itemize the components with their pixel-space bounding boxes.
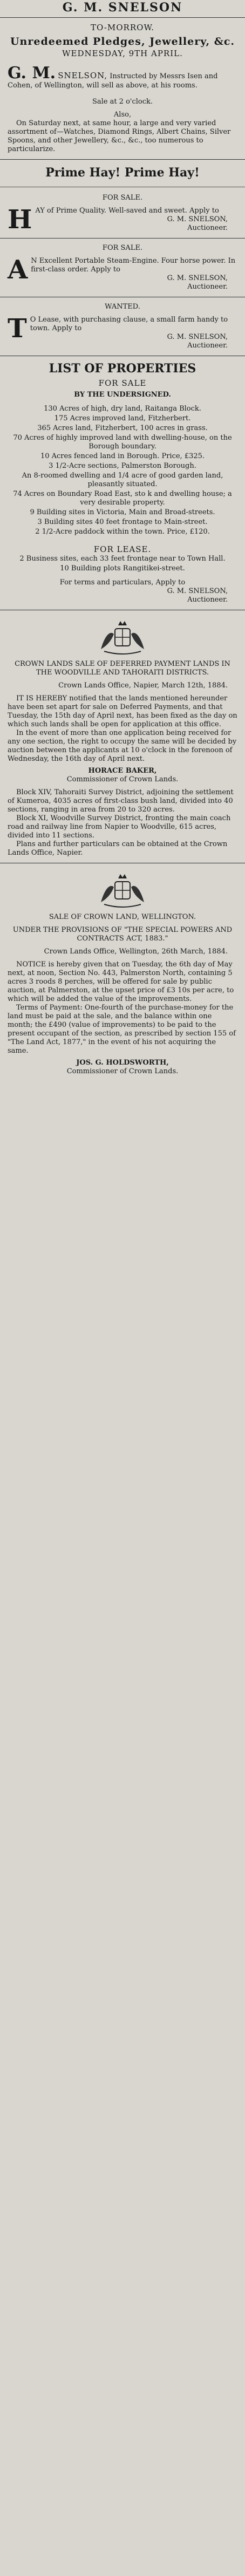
sale-time: Sale at 2 o'clock. [92, 98, 153, 106]
signature-title: Auctioneer. [187, 224, 228, 232]
engine-body: N Excellent Portable Steam-Engine. Four horse power. In first-class order. Apply to [31, 257, 236, 274]
block-description-1: Block XIV, Tahoraiti Survey District, adjoining the settlement of Kumeroa, 4035 acres of first-class bush land, divided into 40 sections, ranging in area from 20 to 320 acres. [8, 788, 234, 814]
list-item: 9 Building sites in Victoria, Main and Broad-streets. [30, 508, 215, 516]
list-item: 3 Building sites 40 feet frontage to Main-street. [37, 518, 208, 526]
crown-sale-title-1: CROWN LANDS SALE OF DEFERRED PAYMENT LANDS IN THE WOODVILLE AND TAHORAITI DISTRICTS. [15, 660, 230, 677]
wanted-title: WANTED. [105, 303, 140, 311]
royal-coat-of-arms-icon [85, 618, 160, 656]
signature-title: Auctioneer. [187, 283, 228, 291]
prime-hay-headline: Prime Hay! Prime Hay! [45, 166, 200, 180]
crown-office-date: Crown Lands Office, Napier, March 12th, 1884. [58, 682, 228, 690]
auctioneer-surname: SNELSON, [58, 71, 108, 80]
hay-body: AY of Prime Quality. Well-saved and sweet. Apply to [35, 207, 219, 215]
dropcap: A [8, 255, 28, 285]
wanted-body: O Lease, with purchasing clause, a small farm handy to town. Apply to [30, 316, 228, 332]
signature-name: G. M. SNELSON, [167, 274, 228, 282]
act-reference: UNDER THE PROVISIONS OF "THE SPECIAL POWERS AND CONTRACTS ACT, 1883." [12, 926, 233, 943]
advert-header-title: G. M. SNELSON [62, 1, 183, 15]
crown-notice-body-1: NOTICE is hereby given that on Tuesday, the 6th day of May next, at noon, Section No. 443, Palmerston North, containing 5 acres 3 roods 8 perches, will be offered for sale by public auction, at Palmerston, at the upset price of £3 10s per acre, to which will be added the value of the improvements. [8, 960, 234, 1003]
crown-sale-title-2: SALE OF CROWN LAND, WELLINGTON. [49, 913, 196, 921]
signature-name: G. M. SNELSON, [167, 587, 228, 595]
signature-title: Commissioner of Crown Lands. [66, 1067, 179, 1075]
dropcap: T [8, 314, 27, 344]
list-item: 365 Acres land, Fitzherbert, 100 acres in grass. [37, 424, 208, 432]
crown-notice-body-2: In the event of more than one application being received for any one section, the right to occupy the same will be decided by auction between the applicants at 10 o'clock in the forenoon of Wednesday, the 16th day of April next. [8, 729, 237, 763]
list-item: 175 Acres improved land, Fitzherbert. [54, 414, 191, 422]
sale-notice-1 [8, 65, 237, 90]
signature-title: Auctioneer. [187, 342, 228, 350]
crown-office-date: Crown Lands Office, Wellington, 26th March, 1884. [44, 948, 228, 956]
also-body: On Saturday next, at same hour, a large and very varied assortment of—Watches, Diamond Rings, Albert Chains, Silver Spoons, and other Jewellery, &c., &c., too numerous to particularize. [8, 119, 231, 153]
list-item: 70 Acres of highly improved land with dwelling-house, on the Borough boundary. [13, 434, 232, 451]
block-description-2: Block XI, Woodville Survey District, fronting the main coach road and railway line from Napier to Woodville, 615 acres, divided into 11 sections. [8, 814, 231, 840]
list-item: 130 Acres of high, dry land, Raitanga Block. [44, 405, 201, 413]
crown-notice-body-2: Terms of Payment: One-fourth of the purchase-money for the land must be paid at the sale, and the balance within one month; the £490 (value of improvements) to be paid to the present occupant of the section, as prescribed by section 155 of "The Land Act, 1877," in the event of his not acquiring the same. [8, 1004, 236, 1055]
signature-name: G. M. SNELSON, [167, 333, 228, 341]
list-item: An 8-roomed dwelling and 1/4 acre of good garden land, pleasantly situated. [22, 472, 223, 488]
list-item: 2 1/2-Acre paddock within the town. Price, £120. [35, 528, 210, 536]
crown-notice-body-1: IT IS HEREBY notified that the lands mentioned hereunder have been set apart for sale on Deferred Payments, and that Tuesday, the 15th day of April next, has been fixed as the day on which such lands shall be open for application at this office. [8, 694, 237, 728]
also-label: Also, [113, 111, 132, 119]
list-item: 3 1/2-Acre sections, Palmerston Borough. [49, 462, 196, 470]
property-list [8, 405, 237, 536]
list-item: 74 Acres on Boundary Road East, sto k and dwelling house; a very desirable property. [13, 490, 232, 507]
plans-note: Plans and further particulars can be obtained at the Crown Lands Office, Napier. [8, 840, 228, 857]
auctioneer-initials: G. M. [8, 64, 56, 83]
properties-headline: LIST OF PROPERTIES [49, 362, 196, 376]
tomorrow-label: TO-MORROW. [90, 23, 155, 32]
for-sale-label: FOR SALE. [102, 194, 143, 202]
for-sale-label: FOR SALE. [102, 244, 143, 252]
signature-name: HORACE BAKER, [88, 767, 157, 775]
for-lease-title: FOR LEASE. [93, 544, 152, 554]
signature-name: JOS. G. HOLDSWORTH, [76, 1059, 169, 1067]
unredeemed-pledges-title: Unredeemed Pledges, Jewellery, &c. [10, 36, 235, 47]
signature-name: G. M. SNELSON, [167, 215, 228, 223]
dropcap: H [8, 205, 32, 235]
signature-title: Auctioneer. [187, 596, 228, 604]
by-undersigned: BY THE UNDERSIGNED. [74, 391, 171, 399]
list-item: 10 Acres fenced land in Borough. Price, £325. [40, 452, 205, 460]
terms-label: For terms and particulars, Apply to [59, 578, 186, 587]
sale-date: WEDNESDAY, 9TH APRIL. [62, 49, 183, 58]
divider [0, 17, 245, 18]
list-item: 2 Business sites, each 33 feet frontage near to Town Hall. [19, 555, 226, 563]
royal-coat-of-arms-icon [85, 871, 160, 909]
divider [0, 159, 245, 160]
sale-notice-body: Instructed by Messrs Isen and Cohen, of Wellington, will sell as above, at his rooms. [8, 72, 218, 90]
signature-title: Commissioner of Crown Lands. [66, 775, 179, 783]
properties-for-sale: FOR SALE [98, 378, 147, 388]
list-item: 10 Building plots Rangitikei-street. [60, 564, 185, 573]
